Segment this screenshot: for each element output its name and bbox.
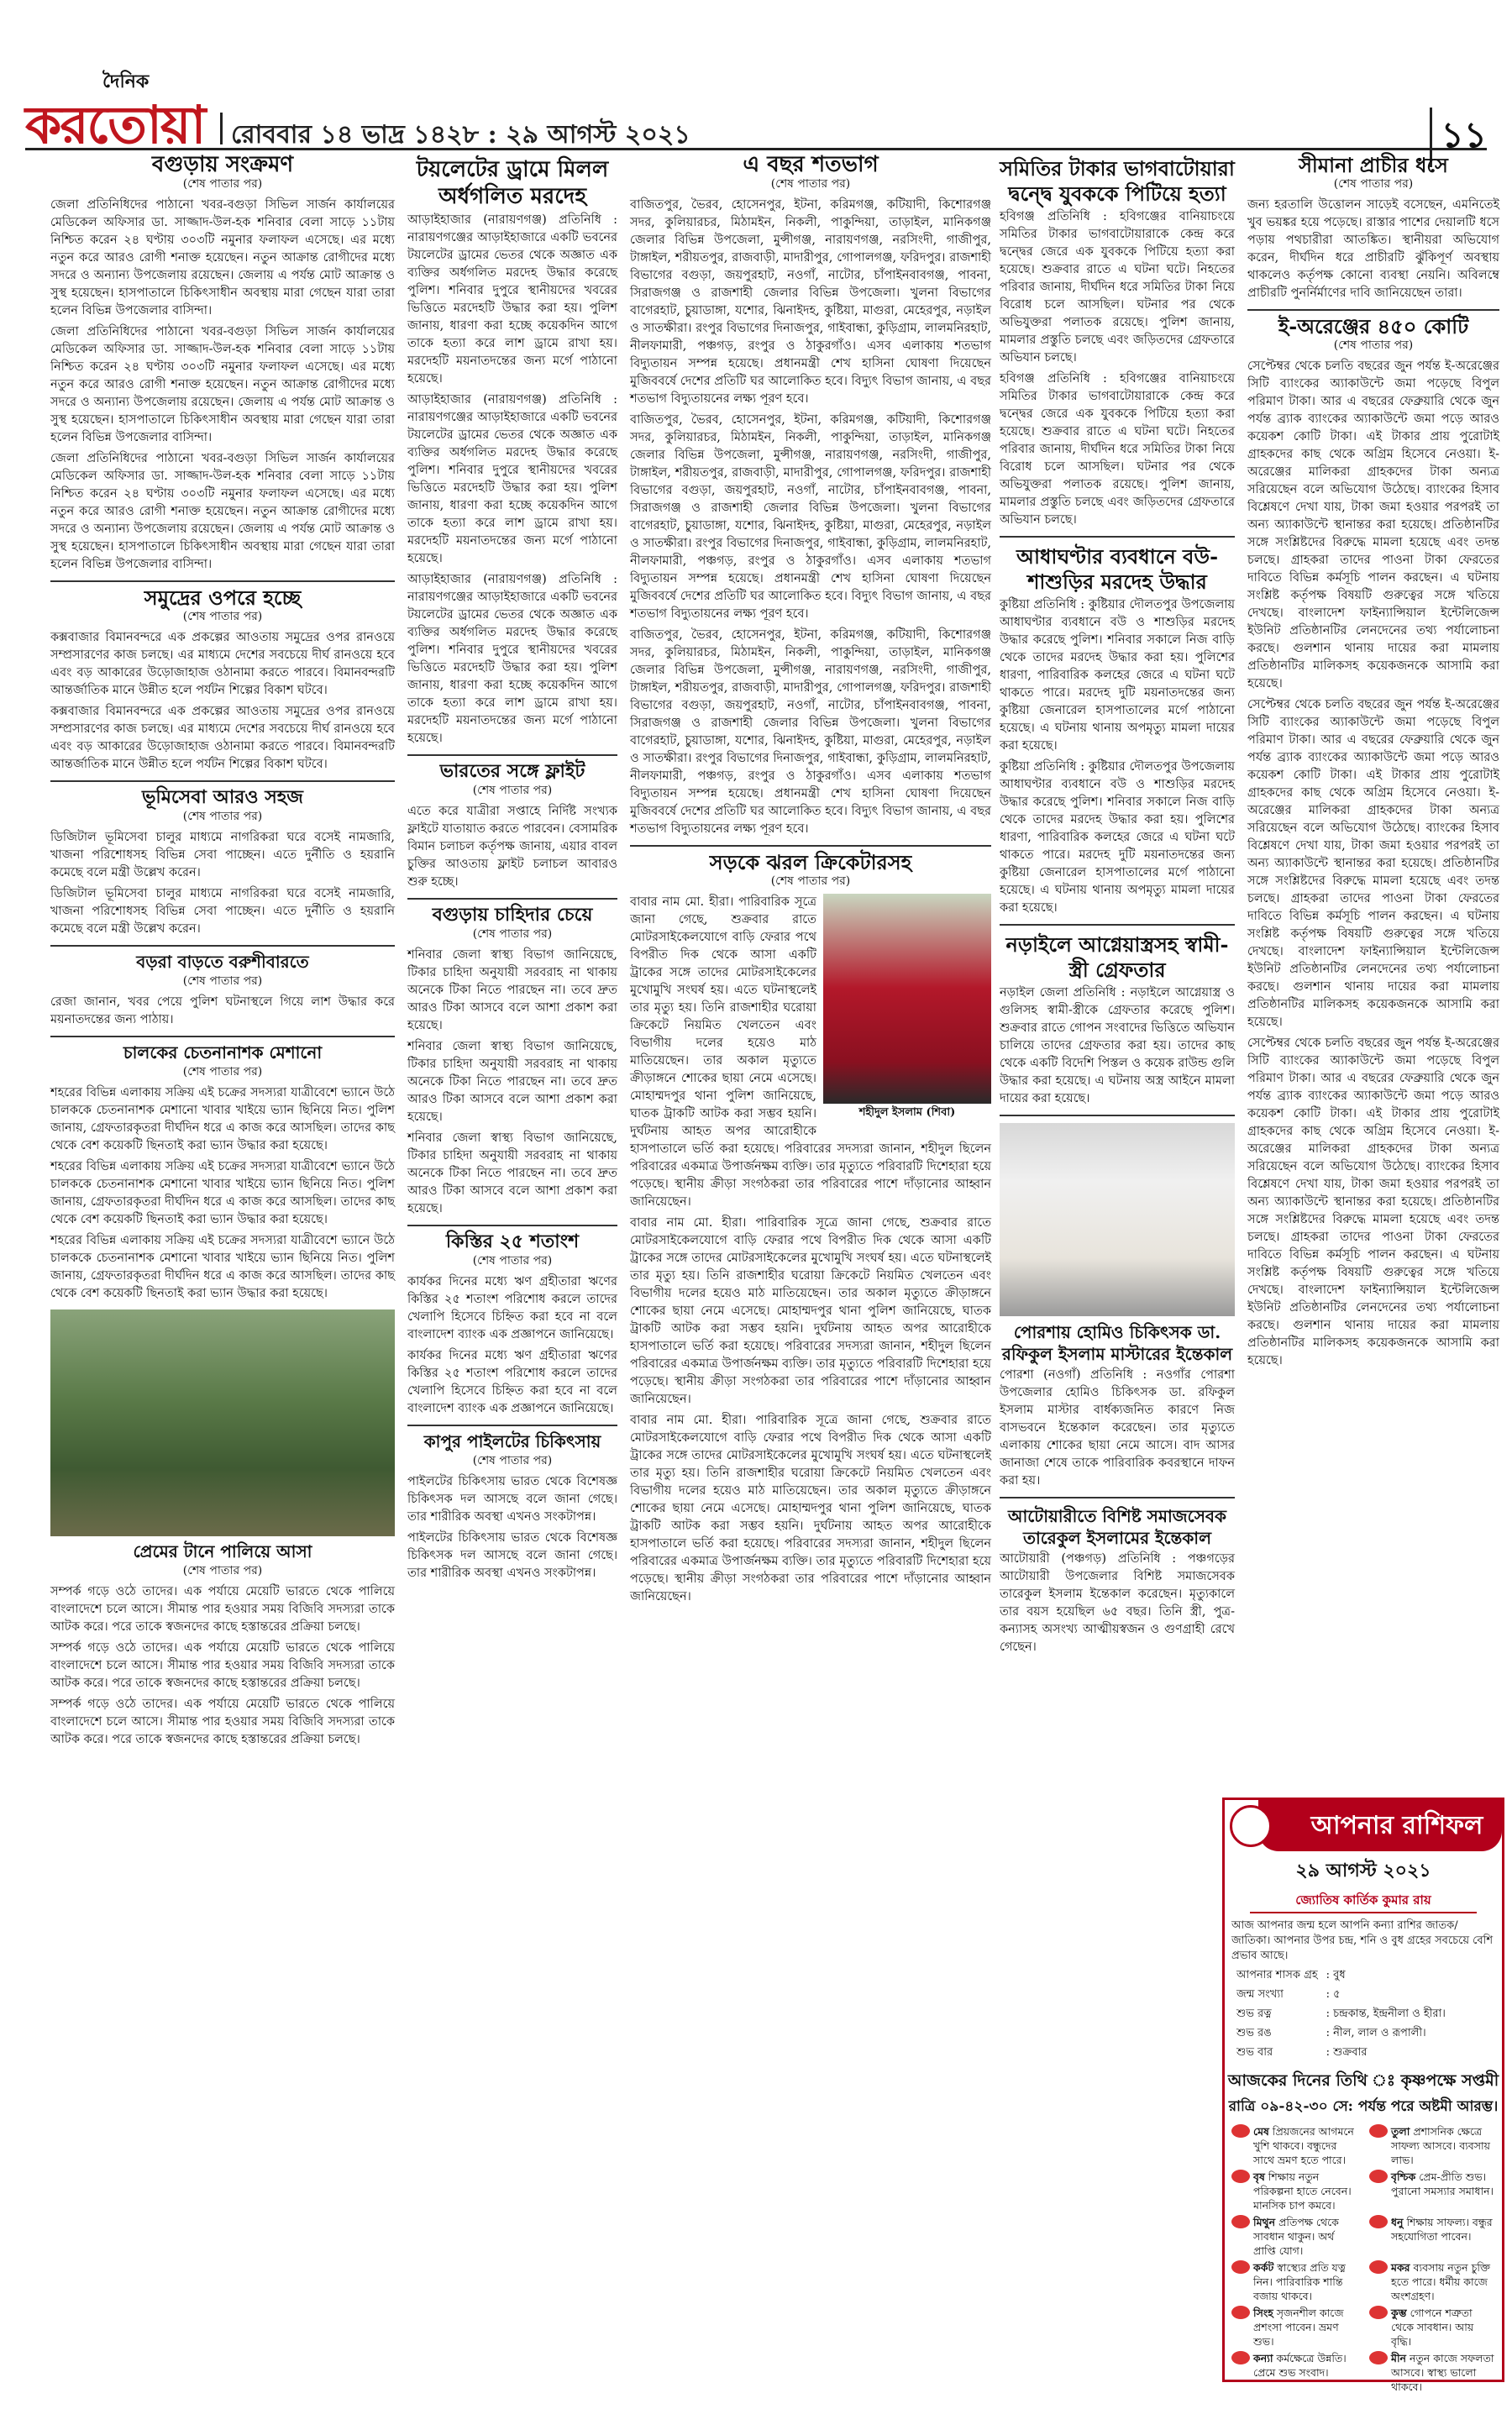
sign-dhanu <box>1369 2215 1495 2258</box>
logo-prefix: দৈনিক <box>102 71 150 92</box>
sign-name: মেষ <box>1253 2125 1269 2138</box>
row-key: শুভ রঙ <box>1236 2027 1272 2039</box>
tithi-line-2: রাত্রি ০৯-৪২-৩০ সে: পর্যন্ত পরে অষ্টমী আরম্ভ। <box>1228 2098 1499 2115</box>
sign-singha <box>1231 2306 1357 2349</box>
sign-brishchik <box>1369 2170 1495 2212</box>
cont-network: (শেষ পাতার পর) <box>182 1065 263 1079</box>
cancer-icon <box>1231 2260 1250 2274</box>
body-bogura-2: জেলা প্রতিনিধিদের পাঠানো খবর-বগুড়া সিভিল সার্জন কার্যালয়ের মেডিকেল অফিসার ডা. সাজ্জাদ-উল-হক শনিবার বেলা সাড়ে ১১টায় নিশ্চিত করেন ২৪ ঘণ্টায় ৩০৩টি নমুনার ফলাফল এসেছে। এর মধ্যে নতুন করে আরও রোগী শনাক্ত হয়েছেন। নতুন আক্রান্ত রোগীদের মধ্যে সদরে ও অন্যান্য উপজেলায় রয়েছেন। জেলায় এ পর্যন্ত মোট আক্রান্ত ও সুস্থ হয়েছেন। হাসপাতালে চিকিৎসাধীন অবস্থায় মারা গেছেন যারা তারা হলেন বিভিন্ন উপজেলার বাসিন্দা। <box>50 325 395 444</box>
body-toilet-3: আড়াইহাজার (নারায়ণগঞ্জ) প্রতিনিধি : নারায়ণগঞ্জের আড়াইহাজারে একটি ভবনের টয়লেটের ড্রামের ভেতর থেকে অজ্ঞাত এক ব্যক্তির অর্ধগলিত মরদেহ উদ্ধার করেছে পুলিশ। শনিবার দুপুরে স্থানীয়দের খবরের ভিত্তিতে মরদেহটি উদ্ধার করা হয়। পুলিশ জানায়, ধারণা করা হচ্ছে কয়েকদিন আগে তাকে হত্যা করে লাশ ড্রামে রাখা হয়। মরদেহটি ময়নাতদন্তের জন্য মর্গে পাঠানো হয়েছে। <box>407 573 617 745</box>
body-obit1: পোরশা (নওগাঁ) প্রতিনিধি : নওগাঁর পোরশা উপজেলার হোমিও চিকিৎসক ডা. রফিকুল ইসলাম মাস্টার বার্ধক্যজনিত কারণে নিজ বাসভবনে ইন্তেকাল করেছেন। তার মৃত্যুতে এলাকায় শোকের ছায়া নেমে আসে। বাদ আসর জানাজা শেষে তাকে পারিবারিক কবরস্থানে দাফন করা হয়। <box>1000 1368 1235 1488</box>
body-demand: শনিবার জেলা স্বাস্থ্য বিভাগ জানিয়েছে, টিকার চাহিদা অনুযায়ী সরবরাহ না থাকায় অনেকে টিকা নিতে পারছেন না। তবে দ্রুত আরও টিকা আসবে বলে আশা প্রকাশ করা হয়েছে। <box>407 948 617 1032</box>
zodiac-wheel-icon <box>1230 1805 1272 1847</box>
body-samity-2: হবিগঞ্জ প্রতিনিধি : হবিগঞ্জের বানিয়াচংয়ে সমিতির টাকার ভাগবাটোয়ারাকে কেন্দ্র করে দ্বন্দ্বের জেরে এক যুবককে পিটিয়ে হত্যা করা হয়েছে। শুক্রবার রাতে এ ঘটনা ঘটে। নিহতের পরিবার জানায়, দীর্ঘদিন ধরে সমিতির টাকা নিয়ে বিরোধ চলে আসছিল। ঘটনার পর থেকে অভিযুক্তরা পলাতক রয়েছে। পুলিশ জানায়, মামলার প্রস্তুতি চলছে এবং জড়িতদের গ্রেফতারে অভিযান চলছে। <box>1000 372 1235 527</box>
row-key: শুভ রত্ন <box>1236 2008 1272 2020</box>
column-4 <box>1000 151 1235 1660</box>
horoscope-date: ২৯ আগস্ট ২০২১ <box>1295 1860 1431 1882</box>
newspaper-page <box>25 0 1499 2430</box>
body-demand-3: শনিবার জেলা স্বাস্থ্য বিভাগ জানিয়েছে, টিকার চাহিদা অনুযায়ী সরবরাহ না থাকায় অনেকে টিকা নিতে পারছেন না। তবে দ্রুত আরও টিকা আসবে বলে আশা প্রকাশ করা হয়েছে। <box>407 1131 617 1215</box>
column-3 <box>630 151 991 1609</box>
body-border: জন্য হরতালি উত্তোলন সাড়েই বসেছেন, এমনিতেই খুব ভয়ঙ্কর হয়ে পড়েছে। রাস্তার পাশের দেয়ালটি ধসে পড়ায় পথচারীরা আতঙ্কিত। স্থানীয়রা অভিযোগ করেন, দীর্ঘদিন ধরে প্রাচীরটি ঝুঁকিপূর্ণ অবস্থায় থাকলেও কর্তৃপক্ষ কোনো ব্যবস্থা নেয়নি। অবিলম্বে প্রাচীরটি পুনর্নির্মাণের দাবি জানিয়েছেন তারা। <box>1247 198 1499 300</box>
horoscope-author: জ্যোতিষ কার্তিক কুমার রায় <box>1250 1891 1477 1913</box>
body-love-2: সম্পর্ক গড়ে ওঠে তাদের। এক পর্যায়ে মেয়েটি ভারতে থেকে পালিয়ে বাংলাদেশে চলে আসে। সীমান্ত পার হওয়ার সময় বিজিবি সদস্যরা তাকে আটক করে। পরে তাকে স্বজনদের কাছে হস্তান্তরের প্রক্রিয়া চলছে। <box>50 1641 395 1690</box>
body-kapur-2: পাইলটের চিকিৎসায় ভারত থেকে বিশেষজ্ঞ চিকিৎসক দল আসছে বলে জানা গেছে। তার শারীরিক অবস্থা এখনও সংকটাপন্ন। <box>407 1531 617 1580</box>
headline-boy: বড়রা বাড়তে বরুশীবারতে <box>136 952 309 972</box>
sign-name: মিথুন <box>1253 2216 1276 2228</box>
cont-boy: (শেষ পাতার পর) <box>182 974 263 988</box>
sign-name: বৃষ <box>1253 2170 1265 2183</box>
headline-ahadgh: আধাঘণ্টার ব্যবধানে বউ-শাশুড়ির মরদেহ উদ্ধার <box>1016 544 1219 594</box>
row-value: : বুধ <box>1326 1969 1346 1981</box>
headline-love: প্রেমের টানে পালিয়ে আসা <box>133 1541 312 1561</box>
body-network-2: শহরের বিভিন্ন এলাকায় সক্রিয় এই চক্রের সদস্যরা যাত্রীবেশে ভ্যানে উঠে চালককে চেতনানাশক মেশানো খাবার খাইয়ে ভ্যান ছিনিয়ে নিত। পুলিশ জানায়, গ্রেফতারকৃতরা দীর্ঘদিন ধরে এ কাজ করে আসছিল। তাদের কাছ থেকে বেশ কয়েকটি ছিনতাই করা ভ্যান উদ্ধার করা হয়েছে। <box>50 1160 395 1226</box>
cont-love: (শেষ পাতার পর) <box>182 1564 263 1577</box>
virgo-icon <box>1231 2351 1250 2364</box>
libra-icon <box>1369 2124 1388 2138</box>
sign-text: শিক্ষায় সাফল্য। বন্ধুর সহযোগিতা পাবেন। <box>1391 2216 1493 2243</box>
body-eorange-2: সেপ্টেম্বর থেকে চলতি বছরের জুন পর্যন্ত ই-অরেঞ্জের সিটি ব্যাংকের অ্যাকাউন্টে জমা পড়েছে বিপুল পরিমাণ টাকা। আর এ বছরের ফেব্রুয়ারি থেকে জুন পর্যন্ত ব্র্যাক ব্যাংকের অ্যাকাউন্টে জমা পড়ে আরও কয়েকশ কোটি টাকা। এই টাকার প্রায় পুরোটাই গ্রাহকদের কাছ থেকে অগ্রিম হিসেবে নেওয়া। ই-অরেঞ্জের মালিকরা গ্রাহকদের টাকা অন্যত্র সরিয়েছেন বলে অভিযোগ উঠেছে। ব্যাংকের হিসাব বিশ্লেষণে দেখা যায়, টাকা জমা হওয়ার পরপরই তা অন্য অ্যাকাউন্টে স্থানান্তর করা হয়েছে। প্রতিষ্ঠানটির সঙ্গে সংশ্লিষ্টদের বিরুদ্ধে মামলা হয়েছে এবং তদন্ত চলছে। গ্রাহকরা তাদের পাওনা টাকা ফেরতের দাবিতে বিভিন্ন কর্মসূচি পালন করছেন। এ ঘটনায় সংশ্লিষ্ট কর্তৃপক্ষ বিষয়টি গুরুত্বের সঙ্গে খতিয়ে দেখছে। বাংলাদেশ ফাইন্যান্সিয়াল ইন্টেলিজেন্স ইউনিট প্রতিষ্ঠানটির লেনদেনের তথ্য পর্যালোচনা করছে। গুলশান থানায় দায়ের করা মামলায় প্রতিষ্ঠানটির মালিকসহ কয়েকজনকে আসামি করা হয়েছে। <box>1247 698 1499 1029</box>
headline-obit2: আটোয়ারীতে বিশিষ্ট সমাজসেবক তারেকুল ইসলামের ইন্তেকাল <box>1007 1506 1227 1548</box>
row-value: : নীল, লাল ও রূপালী। <box>1326 2027 1426 2039</box>
body-ahadgh-2: কুষ্টিয়া প্রতিনিধি : কুষ্টিয়ার দৌলতপুর উপজেলায় আধাঘণ্টার ব্যবধানে বউ ও শাশুড়ির মরদেহ উদ্ধার করেছে পুলিশ। শনিবার সকালে নিজ বাড়ি থেকে তাদের মরদেহ উদ্ধার করা হয়। পুলিশের ধারণা, পারিবারিক কলহের জেরে এ ঘটনা ঘটে থাকতে পারে। মরদেহ দুটি ময়নাতদন্তের জন্য কুষ্টিয়া জেনারেল হাসপাতালের মর্গে পাঠানো হয়েছে। এ ঘটনায় থানায় অপমৃত্যু মামলা দায়ের করা হয়েছে। <box>1000 760 1235 915</box>
body-bogura: জেলা প্রতিনিধিদের পাঠানো খবর-বগুড়া সিভিল সার্জন কার্যালয়ের মেডিকেল অফিসার ডা. সাজ্জাদ-উল-হক শনিবার বেলা সাড়ে ১১টায় নিশ্চিত করেন ২৪ ঘণ্টায় ৩০৩টি নমুনার ফলাফল এসেছে। এর মধ্যে নতুন করে আরও রোগী শনাক্ত হয়েছেন। নতুন আক্রান্ত রোগীদের মধ্যে সদরে ও অন্যান্য উপজেলায় রয়েছেন। জেলায় এ পর্যন্ত মোট আক্রান্ত ও সুস্থ হয়েছেন। হাসপাতালে চিকিৎসাধীন অবস্থায় মারা গেছেন যারা তারা হলেন বিভিন্ন উপজেলার বাসিন্দা। <box>50 198 395 318</box>
row-value: : ৫ <box>1326 1988 1341 2001</box>
headline-sea: সমুদ্রের ওপরে হচ্ছে <box>144 585 302 610</box>
cont-india: (শেষ পাতার পর) <box>472 784 553 797</box>
headline-eorange: ই-অরেঞ্জের ৪৫০ কোটি <box>1278 314 1469 339</box>
sign-name: মীন <box>1391 2352 1406 2364</box>
headline-kapur: কাপুর পাইলটের চিকিৎসায় <box>423 1431 601 1451</box>
headline-bogura: বগুড়ায় সংক্রমণ <box>151 152 294 177</box>
sign-text: স্বাস্থ্যের প্রতি যত্ন নিন। পারিবারিক শান্তি বজায় থাকবে। <box>1253 2261 1346 2302</box>
cont-land: (শেষ পাতার পর) <box>182 810 263 823</box>
body-love-3: সম্পর্ক গড়ে ওঠে তাদের। এক পর্যায়ে মেয়েটি ভারতে থেকে পালিয়ে বাংলাদেশে চলে আসে। সীমান্ত পার হওয়ার সময় বিজিবি সদস্যরা তাকে আটক করে। পরে তাকে স্বজনদের কাছে হস্তান্তরের প্রক্রিয়া চলছে। <box>50 1698 395 1746</box>
headline-narail: নড়াইলে আগ্নেয়াস্ত্রসহ স্বামী-স্ত্রী গ্রেফতার <box>1005 932 1229 982</box>
sign-text: প্রেম-প্রীতি শুভ। পুরানো সমস্যার সমাধান। <box>1391 2170 1494 2197</box>
horoscope-table <box>1231 1966 1451 2064</box>
headline-percent: এ বছর শতভাগ <box>743 152 879 177</box>
sign-karkat <box>1231 2260 1357 2303</box>
sign-name: কর্কট <box>1253 2261 1274 2274</box>
photo-obituary <box>1000 1123 1235 1316</box>
horoscope-intro: আজ আপনার জন্ম হলে আপনি কন্যা রাশির জাতক/জাতিকা। আপনার উপর চন্দ্র, শনি ও বুধ গ্রহের সবচেয়ে বেশি প্রভাব আছে। <box>1231 1919 1494 1962</box>
headline-instal: কিস্তির ২৫ শতাংশ <box>445 1231 580 1252</box>
body-percent: বাজিতপুর, ভৈরব, হোসেনপুর, ইটনা, করিমগঞ্জ, কটিয়াদী, কিশোরগঞ্জ সদর, কুলিয়ারচর, মিঠামইন, নিকলী, পাকুন্দিয়া, তাড়াইল, মানিকগঞ্জ জেলার বিভিন্ন উপজেলা, মুন্সীগঞ্জ, নারায়ণগঞ্জ, নরসিংদী, গাজীপুর, টাঙ্গাইল, শরীয়তপুর, রাজবাড়ী, মাদারীপুর, গোপালগঞ্জ, ফরিদপুর। রাজশাহী বিভাগের বগুড়া, জয়পুরহাট, নওগাঁ, নাটোর, চাঁপাইনবাবগঞ্জ, পাবনা, সিরাজগঞ্জ ও রাজশাহী জেলার বিভিন্ন উপজেলা। খুলনা বিভাগের বাগেরহাট, চুয়াডাঙ্গা, যশোর, ঝিনাইদহ, কুষ্টিয়া, মাগুরা, মেহেরপুর, নড়াইল ও সাতক্ষীরা। রংপুর বিভাগের দিনাজপুর, গাইবান্ধা, কুড়িগ্রাম, লালমনিরহাট, নীলফামারী, পঞ্চগড়, রংপুর ও ঠাকুরগাঁও। এসব এলাকায় শতভাগ বিদ্যুতায়ন সম্পন্ন হয়েছে। প্রধানমন্ত্রী শেখ হাসিনা ঘোষণা দিয়েছেন মুজিববর্ষে দেশের প্রতিটি ঘর আলোকিত হবে। বিদ্যুৎ বিভাগ জানায়, এ বছর শতভাগ বিদ্যুতায়নের লক্ষ্য পূরণ হবে। <box>630 198 991 406</box>
sign-name: বৃশ্চিক <box>1391 2170 1416 2183</box>
body-toilet-2: আড়াইহাজার (নারায়ণগঞ্জ) প্রতিনিধি : নারায়ণগঞ্জের আড়াইহাজারে একটি ভবনের টয়লেটের ড্রামের ভেতর থেকে অজ্ঞাত এক ব্যক্তির অর্ধগলিত মরদেহ উদ্ধার করেছে পুলিশ। শনিবার দুপুরে স্থানীয়দের খবরের ভিত্তিতে মরদেহটি উদ্ধার করা হয়। পুলিশ জানায়, ধারণা করা হচ্ছে কয়েকদিন আগে তাকে হত্যা করে লাশ ড্রামে রাখা হয়। মরদেহটি ময়নাতদন্তের জন্য মর্গে পাঠানো হয়েছে। <box>407 393 617 565</box>
body-land-2: ডিজিটাল ভূমিসেবা চালুর মাধ্যমে নাগরিকরা ঘরে বসেই নামজারি, খাজনা পরিশোধসহ বিভিন্ন সেবা পাচ্ছেন। এতে দুর্নীতি ও হয়রানি কমেছে বলে মন্ত্রী উল্লেখ করেন। <box>50 887 395 936</box>
sign-name: কুম্ভ <box>1391 2307 1407 2319</box>
sign-brisha <box>1231 2170 1357 2212</box>
row-key: আপনার শাসক গ্রহ <box>1236 1969 1318 1981</box>
cont-eorange: (শেষ পাতার পর) <box>1333 339 1414 352</box>
horoscope-title: আপনার রাশিফল <box>1258 1800 1502 1851</box>
leo-icon <box>1231 2306 1250 2319</box>
body-samity: হবিগঞ্জ প্রতিনিধি : হবিগঞ্জের বানিয়াচংয়ে সমিতির টাকার ভাগবাটোয়ারাকে কেন্দ্র করে দ্বন্দ্বের জেরে এক যুবককে পিটিয়ে হত্যা করা হয়েছে। শুক্রবার রাতে এ ঘটনা ঘটে। নিহতের পরিবার জানায়, দীর্ঘদিন ধরে সমিতির টাকা নিয়ে বিরোধ চলে আসছিল। ঘটনার পর থেকে অভিযুক্তরা পলাতক রয়েছে। পুলিশ জানায়, মামলার প্রস্তুতি চলছে এবং জড়িতদের গ্রেফতারে অভিযান চলছে। <box>1000 210 1235 365</box>
page-number: ১১ <box>1430 108 1487 167</box>
column-2 <box>407 151 617 1586</box>
row-value: : চন্দ্রকান্ত, ইন্দ্রনীলা ও হীরা। <box>1326 2008 1446 2020</box>
cont-cricket: (শেষ পাতার পর) <box>770 874 851 888</box>
sign-meen <box>1369 2351 1495 2394</box>
body-india: এতে করে যাত্রীরা সপ্তাহে নির্দিষ্ট সংখ্যক ফ্লাইটে যাতায়াত করতে পারবেন। বেসামরিক বিমান চলাচল কর্তৃপক্ষ জানায়, এয়ার বাবল চুক্তির আওতায় ফ্লাইট চলাচল আবারও শুরু হচ্ছে। <box>407 805 617 889</box>
body-eorange: সেপ্টেম্বর থেকে চলতি বছরের জুন পর্যন্ত ই-অরেঞ্জের সিটি ব্যাংকের অ্যাকাউন্টে জমা পড়েছে বিপুল পরিমাণ টাকা। আর এ বছরের ফেব্রুয়ারি থেকে জুন পর্যন্ত ব্র্যাক ব্যাংকের অ্যাকাউন্টে জমা পড়ে আরও কয়েকশ কোটি টাকা। এই টাকার প্রায় পুরোটাই গ্রাহকদের কাছ থেকে অগ্রিম হিসেবে নেওয়া। ই-অরেঞ্জের মালিকরা গ্রাহকদের টাকা অন্যত্র সরিয়েছেন বলে অভিযোগ উঠেছে। ব্যাংকের হিসাব বিশ্লেষণে দেখা যায়, টাকা জমা হওয়ার পরপরই তা অন্য অ্যাকাউন্টে স্থানান্তর করা হয়েছে। প্রতিষ্ঠানটির সঙ্গে সংশ্লিষ্টদের বিরুদ্ধে মামলা হয়েছে এবং তদন্ত চলছে। গ্রাহকরা তাদের পাওনা টাকা ফেরতের দাবিতে বিভিন্ন কর্মসূচি পালন করছেন। এ ঘটনায় সংশ্লিষ্ট কর্তৃপক্ষ বিষয়টি গুরুত্বের সঙ্গে খতিয়ে দেখছে। বাংলাদেশ ফাইন্যান্সিয়াল ইন্টেলিজেন্স ইউনিট প্রতিষ্ঠানটির লেনদেনের তথ্য পর্যালোচনা করছে। গুলশান থানায় দায়ের করা মামলায় প্রতিষ্ঠানটির মালিকসহ কয়েকজনকে আসামি করা হয়েছে। <box>1247 360 1499 690</box>
sign-text: সৃজনশীল কাজে প্রশংসা পাবেন। ভ্রমণ শুভ। <box>1253 2307 1344 2348</box>
aquarius-icon <box>1369 2306 1388 2319</box>
body-obit2: আটোয়ারী (পঞ্চগড়) প্রতিনিধি : পঞ্চগড়ের আটোয়ারী উপজেলার বিশিষ্ট সমাজসেবক তারেকুল ইসলাম ইন্তেকাল করেছেন। মৃত্যুকালে তার বয়স হয়েছিল ৬৫ বছর। তিনি স্ত্রী, পুত্র-কন্যাসহ অসংখ্য আত্মীয়স্বজন ও গুণগ্রাহী রেখে গেছেন। <box>1000 1552 1235 1654</box>
pisces-icon <box>1369 2351 1388 2364</box>
logo-title: করতোয়া <box>25 94 205 155</box>
zodiac-signs-grid <box>1225 2124 1502 2396</box>
body-cricket: বাবার নাম মো. হীরা। পারিবারিক সূত্রে জানা গেছে, শুক্রবার রাতে মোটরসাইকেলযোগে বাড়ি ফেরার পথে বিপরীত দিক থেকে আসা একটি ট্রাকের সঙ্গে তাদের মোটরসাইকেলের মুখোমুখি সংঘর্ষ হয়। এতে ঘটনাস্থলেই তার মৃত্যু হয়। তিনি রাজশাহীর ঘরোয়া ক্রিকেটে নিয়মিত খেলতেন এবং বিভাগীয় দলের হয়েও মাঠ মাতিয়েছেন। তার অকাল মৃত্যুতে ক্রীড়াঙ্গনে শোকের ছায়া নেমে এসেছে। মোহাম্মদপুর থানা পুলিশ জানিয়েছে, ঘাতক ট্রাকটি আটক করা সম্ভব হয়নি। দুর্ঘটনায় আহত অপর আরোহীকে হাসপাতালে ভর্তি করা হয়েছে। পরিবারের সদস্যরা জানান, শহীদুল ছিলেন পরিবারের একমাত্র উপার্জনক্ষম ব্যক্তি। তার মৃত্যুতে পরিবারটি দিশেহারা হয়ে পড়েছে। স্থানীয় ক্রীড়া সংগঠকরা তার পরিবারের পাশে দাঁড়ানোর আহ্বান জানিয়েছেন। <box>630 895 991 1209</box>
sign-name: মকর <box>1391 2261 1410 2274</box>
sign-text: প্রিয়জনের আগমনে খুশি থাকবে। বন্ধুদের সাথে ভ্রমণ হতে পারে। <box>1253 2125 1354 2166</box>
body-toilet: আড়াইহাজার (নারায়ণগঞ্জ) প্রতিনিধি : নারায়ণগঞ্জের আড়াইহাজারে একটি ভবনের টয়লেটের ড্রামের ভেতর থেকে অজ্ঞাত এক ব্যক্তির অর্ধগলিত মরদেহ উদ্ধার করেছে পুলিশ। শনিবার দুপুরে স্থানীয়দের খবরের ভিত্তিতে মরদেহটি উদ্ধার করা হয়। পুলিশ জানায়, ধারণা করা হচ্ছে কয়েকদিন আগে তাকে হত্যা করে লাশ ড্রামে রাখা হয়। মরদেহটি ময়নাতদন্তের জন্য মর্গে পাঠানো হয়েছে। <box>407 213 617 386</box>
caption-cricketer: শহীদুল ইসলাম (শিবা) <box>858 1106 956 1119</box>
sign-name: সিংহ <box>1253 2307 1273 2319</box>
headline-border: সীমানা প্রাচীর ধসে <box>1299 153 1448 177</box>
sign-name: কন্যা <box>1253 2352 1273 2364</box>
capricorn-icon <box>1369 2260 1388 2274</box>
body-kapur: পাইলটের চিকিৎসায় ভারত থেকে বিশেষজ্ঞ চিকিৎসক দল আসছে বলে জানা গেছে। তার শারীরিক অবস্থা এখনও সংকটাপন্ন। <box>407 1475 617 1524</box>
sign-text: নতুন কাজে সফলতা আসবে। স্বাস্থ্য ভালো থাকবে। <box>1391 2352 1494 2393</box>
body-cricket-3: বাবার নাম মো. হীরা। পারিবারিক সূত্রে জানা গেছে, শুক্রবার রাতে মোটরসাইকেলযোগে বাড়ি ফেরার পথে বিপরীত দিক থেকে আসা একটি ট্রাকের সঙ্গে তাদের মোটরসাইকেলের মুখোমুখি সংঘর্ষ হয়। এতে ঘটনাস্থলেই তার মৃত্যু হয়। তিনি রাজশাহীর ঘরোয়া ক্রিকেটে নিয়মিত খেলতেন এবং বিভাগীয় দলের হয়েও মাঠ মাতিয়েছেন। তার অকাল মৃত্যুতে ক্রীড়াঙ্গনে শোকের ছায়া নেমে এসেছে। মোহাম্মদপুর থানা পুলিশ জানিয়েছে, ঘাতক ট্রাকটি আটক করা সম্ভব হয়নি। দুর্ঘটনায় আহত অপর আরোহীকে হাসপাতালে ভর্তি করা হয়েছে। পরিবারের সদস্যরা জানান, শহীদুল ছিলেন পরিবারের একমাত্র উপার্জনক্ষম ব্যক্তি। তার মৃত্যুতে পরিবারটি দিশেহারা হয়ে পড়েছে। স্থানীয় ক্রীড়া সংগঠকরা তার পরিবারের পাশে দাঁড়ানোর আহ্বান জানিয়েছেন। <box>630 1414 991 1603</box>
body-bogura-3: জেলা প্রতিনিধিদের পাঠানো খবর-বগুড়া সিভিল সার্জন কার্যালয়ের মেডিকেল অফিসার ডা. সাজ্জাদ-উল-হক শনিবার বেলা সাড়ে ১১টায় নিশ্চিত করেন ২৪ ঘণ্টায় ৩০৩টি নমুনার ফলাফল এসেছে। এর মধ্যে নতুন করে আরও রোগী শনাক্ত হয়েছেন। নতুন আক্রান্ত রোগীদের মধ্যে সদরে ও অন্যান্য উপজেলায় রয়েছেন। জেলায় এ পর্যন্ত মোট আক্রান্ত ও সুস্থ হয়েছেন। হাসপাতালে চিকিৎসাধীন অবস্থায় মারা গেছেন যারা তারা হলেন বিভিন্ন উপজেলার বাসিন্দা। <box>50 452 395 571</box>
sign-text: গোপনে শত্রুতা থেকে সাবধান। আয় বৃদ্ধি। <box>1391 2307 1474 2348</box>
cont-bogura: (শেষ পাতার পর) <box>182 177 263 191</box>
row-key: জন্ম সংখ্যা <box>1236 1988 1284 2001</box>
photo-soldiers <box>50 1309 395 1536</box>
tithi-line-1: আজকের দিনের তিথি ঃ কৃষ্ণপক্ষে সপ্তমী <box>1227 2071 1499 2090</box>
headline-samity: সমিতির টাকার ভাগবাটোয়ারা দ্বন্দ্বে যুবককে পিটিয়ে হত্যা <box>1000 156 1235 206</box>
headline-india: ভারতের সঙ্গে ফ্লাইট <box>439 760 585 782</box>
column-1 <box>50 151 395 1752</box>
body-sea-2: কক্সবাজার বিমানবন্দরে এক প্রকল্পের আওতায় সমুদ্রের ওপর রানওয়ে সম্প্রসারণের কাজ চলছে। এর মাধ্যমে দেশের সবচেয়ে দীর্ঘ রানওয়ে হবে এবং বড় আকারের উড়োজাহাজ ওঠানামা করতে পারবে। বিমানবন্দরটি আন্তর্জাতিক মানে উন্নীত হলে পর্যটন শিল্পের বিকাশ ঘটবে। <box>50 705 395 771</box>
cricket-photo-block <box>823 894 991 1121</box>
body-instal-2: কার্যকর দিনের মধ্যে ঋণ গ্রহীতারা ঋণের কিস্তির ২৫ শতাংশ পরিশোধ করলে তাদের খেলাপি হিসেবে চিহ্নিত করা হবে না বলে বাংলাদেশ ব্যাংক এক প্রজ্ঞাপনে জানিয়েছে। <box>407 1349 617 1415</box>
sign-text: প্রতিপক্ষ থেকে সাবধান থাকুন। অর্থ প্রাপ্তি যোগ। <box>1253 2216 1339 2257</box>
body-sea: কক্সবাজার বিমানবন্দরে এক প্রকল্পের আওতায় সমুদ্রের ওপর রানওয়ে সম্প্রসারণের কাজ চলছে। এর মাধ্যমে দেশের সবচেয়ে দীর্ঘ রানওয়ে হবে এবং বড় আকারের উড়োজাহাজ ওঠানামা করতে পারবে। বিমানবন্দরটি আন্তর্জাতিক মানে উন্নীত হলে পর্যটন শিল্পের বিকাশ ঘটবে। <box>50 631 395 697</box>
cont-border: (শেষ পাতার পর) <box>1333 177 1414 191</box>
body-percent-3: বাজিতপুর, ভৈরব, হোসেনপুর, ইটনা, করিমগঞ্জ, কটিয়াদী, কিশোরগঞ্জ সদর, কুলিয়ারচর, মিঠামইন, নিকলী, পাকুন্দিয়া, তাড়াইল, মানিকগঞ্জ জেলার বিভিন্ন উপজেলা, মুন্সীগঞ্জ, নারায়ণগঞ্জ, নরসিংদী, গাজীপুর, টাঙ্গাইল, শরীয়তপুর, রাজবাড়ী, মাদারীপুর, গোপালগঞ্জ, ফরিদপুর। রাজশাহী বিভাগের বগুড়া, জয়পুরহাট, নওগাঁ, নাটোর, চাঁপাইনবাবগঞ্জ, পাবনা, সিরাজগঞ্জ ও রাজশাহী জেলার বিভিন্ন উপজেলা। খুলনা বিভাগের বাগেরহাট, চুয়াডাঙ্গা, যশোর, ঝিনাইদহ, কুষ্টিয়া, মাগুরা, মেহেরপুর, নড়াইল ও সাতক্ষীরা। রংপুর বিভাগের দিনাজপুর, গাইবান্ধা, কুড়িগ্রাম, লালমনিরহাট, নীলফামারী, পঞ্চগড়, রংপুর ও ঠাকুরগাঁও। এসব এলাকায় শতভাগ বিদ্যুতায়ন সম্পন্ন হয়েছে। প্রধানমন্ত্রী শেখ হাসিনা ঘোষণা দিয়েছেন মুজিববর্ষে দেশের প্রতিটি ঘর আলোকিত হবে। বিদ্যুৎ বিভাগ জানায়, এ বছর শতভাগ বিদ্যুতায়নের লক্ষ্য পূরণ হবে। <box>630 628 991 836</box>
sign-makar <box>1369 2260 1495 2303</box>
photo-cricketer <box>823 894 991 1104</box>
issue-date: রোববার ১৪ ভাদ্র ১৪২৮ : ২৯ আগস্ট ২০২১ <box>231 120 690 150</box>
sign-kanya <box>1231 2351 1357 2394</box>
scorpio-icon <box>1369 2170 1388 2183</box>
sign-mithun <box>1231 2215 1357 2258</box>
headline-demand: বগুড়ায় চাহিদার চেয়ে <box>432 904 593 926</box>
sagittarius-icon <box>1369 2215 1388 2228</box>
headline-land: ভূমিসেবা আরও সহজ <box>142 786 303 808</box>
body-love: সম্পর্ক গড়ে ওঠে তাদের। এক পর্যায়ে মেয়েটি ভারতে থেকে পালিয়ে বাংলাদেশে চলে আসে। সীমান্ত পার হওয়ার সময় বিজিবি সদস্যরা তাকে আটক করে। পরে তাকে স্বজনদের কাছে হস্তান্তরের প্রক্রিয়া চলছে। <box>50 1585 395 1634</box>
sign-tula <box>1369 2124 1495 2167</box>
cont-sea: (শেষ পাতার পর) <box>182 610 263 623</box>
body-ahadgh: কুষ্টিয়া প্রতিনিধি : কুষ্টিয়ার দৌলতপুর উপজেলায় আধাঘণ্টার ব্যবধানে বউ ও শাশুড়ির মরদেহ উদ্ধার করেছে পুলিশ। শনিবার সকালে নিজ বাড়ি থেকে তাদের মরদেহ উদ্ধার করা হয়। পুলিশের ধারণা, পারিবারিক কলহের জেরে এ ঘটনা ঘটে থাকতে পারে। মরদেহ দুটি ময়নাতদন্তের জন্য কুষ্টিয়া জেনারেল হাসপাতালের মর্গে পাঠানো হয়েছে। এ ঘটনায় থানায় অপমৃত্যু মামলা দায়ের করা হয়েছে। <box>1000 598 1235 753</box>
sign-name: তুলা <box>1391 2125 1410 2138</box>
caption-obit1: পোরশায় হোমিও চিকিৎসক ডা. রফিকুল ইসলাম মাস্টারের ইন্তেকাল <box>1001 1322 1233 1364</box>
body-network-3: শহরের বিভিন্ন এলাকায় সক্রিয় এই চক্রের সদস্যরা যাত্রীবেশে ভ্যানে উঠে চালককে চেতনানাশক মেশানো খাবার খাইয়ে ভ্যান ছিনিয়ে নিত। পুলিশ জানায়, গ্রেফতারকৃতরা দীর্ঘদিন ধরে এ কাজ করে আসছিল। তাদের কাছ থেকে বেশ কয়েকটি ছিনতাই করা ভ্যান উদ্ধার করা হয়েছে। <box>50 1234 395 1300</box>
row-key: শুভ বার <box>1236 2046 1273 2059</box>
row-value: : শুক্রবার <box>1326 2046 1368 2059</box>
headline-cricket: সড়কে ঝরল ক্রিকেটারসহ <box>709 850 912 874</box>
body-boy: রেজা জানান, খবর পেয়ে পুলিশ ঘটনাস্থলে গিয়ে লাশ উদ্ধার করে ময়নাতদন্তের জন্য পাঠায়। <box>50 995 395 1026</box>
sign-kumbha <box>1369 2306 1495 2349</box>
aries-icon <box>1231 2124 1250 2138</box>
body-percent-2: বাজিতপুর, ভৈরব, হোসেনপুর, ইটনা, করিমগঞ্জ, কটিয়াদী, কিশোরগঞ্জ সদর, কুলিয়ারচর, মিঠামইন, নিকলী, পাকুন্দিয়া, তাড়াইল, মানিকগঞ্জ জেলার বিভিন্ন উপজেলা, মুন্সীগঞ্জ, নারায়ণগঞ্জ, নরসিংদী, গাজীপুর, টাঙ্গাইল, শরীয়তপুর, রাজবাড়ী, মাদারীপুর, গোপালগঞ্জ, ফরিদপুর। রাজশাহী বিভাগের বগুড়া, জয়পুরহাট, নওগাঁ, নাটোর, চাঁপাইনবাবগঞ্জ, পাবনা, সিরাজগঞ্জ ও রাজশাহী জেলার বিভিন্ন উপজেলা। খুলনা বিভাগের বাগেরহাট, চুয়াডাঙ্গা, যশোর, ঝিনাইদহ, কুষ্টিয়া, মাগুরা, মেহেরপুর, নড়াইল ও সাতক্ষীরা। রংপুর বিভাগের দিনাজপুর, গাইবান্ধা, কুড়িগ্রাম, লালমনিরহাট, নীলফামারী, পঞ্চগড়, রংপুর ও ঠাকুরগাঁও। এসব এলাকায় শতভাগ বিদ্যুতায়ন সম্পন্ন হয়েছে। প্রধানমন্ত্রী শেখ হাসিনা ঘোষণা দিয়েছেন মুজিববর্ষে দেশের প্রতিটি ঘর আলোকিত হবে। বিদ্যুৎ বিভাগ জানায়, এ বছর শতভাগ বিদ্যুতায়নের লক্ষ্য পূরণ হবে। <box>630 413 991 621</box>
body-eorange-3: সেপ্টেম্বর থেকে চলতি বছরের জুন পর্যন্ত ই-অরেঞ্জের সিটি ব্যাংকের অ্যাকাউন্টে জমা পড়েছে বিপুল পরিমাণ টাকা। আর এ বছরের ফেব্রুয়ারি থেকে জুন পর্যন্ত ব্র্যাক ব্যাংকের অ্যাকাউন্টে জমা পড়ে আরও কয়েকশ কোটি টাকা। এই টাকার প্রায় পুরোটাই গ্রাহকদের কাছ থেকে অগ্রিম হিসেবে নেওয়া। ই-অরেঞ্জের মালিকরা গ্রাহকদের টাকা অন্যত্র সরিয়েছেন বলে অভিযোগ উঠেছে। ব্যাংকের হিসাব বিশ্লেষণে দেখা যায়, টাকা জমা হওয়ার পরপরই তা অন্য অ্যাকাউন্টে স্থানান্তর করা হয়েছে। প্রতিষ্ঠানটির সঙ্গে সংশ্লিষ্টদের বিরুদ্ধে মামলা হয়েছে এবং তদন্ত চলছে। গ্রাহকরা তাদের পাওনা টাকা ফেরতের দাবিতে বিভিন্ন কর্মসূচি পালন করছেন। এ ঘটনায় সংশ্লিষ্ট কর্তৃপক্ষ বিষয়টি গুরুত্বের সঙ্গে খতিয়ে দেখছে। বাংলাদেশ ফাইন্যান্সিয়াল ইন্টেলিজেন্স ইউনিট প্রতিষ্ঠানটির লেনদেনের তথ্য পর্যালোচনা করছে। গুলশান থানায় দায়ের করা মামলায় প্রতিষ্ঠানটির মালিকসহ কয়েকজনকে আসামি করা হয়েছে। <box>1247 1037 1499 1367</box>
gemini-icon <box>1231 2215 1250 2228</box>
body-narail: নড়াইল জেলা প্রতিনিধি : নড়াইলে আগ্নেয়াস্ত্র ও গুলিসহ স্বামী-স্ত্রীকে গ্রেফতার করেছে পুলিশ। শুক্রবার রাতে গোপন সংবাদের ভিত্তিতে অভিযান চালিয়ে তাদের গ্রেফতার করা হয়। তাদের কাছ থেকে একটি বিদেশি পিস্তল ও কয়েক রাউন্ড গুলি উদ্ধার করা হয়েছে। এ ঘটনায় অস্ত্র আইনে মামলা দায়ের করা হয়েছে। <box>1000 986 1235 1105</box>
cont-demand: (শেষ পাতার পর) <box>472 927 553 941</box>
headline-toilet: টয়লেটের ড্রামে মিলল অর্ধগলিত মরদেহ <box>416 157 609 209</box>
sign-text: শিক্ষায় নতুন পরিকল্পনা হাতে নেবেন। মানসিক চাপ কমবে। <box>1253 2170 1352 2212</box>
cont-instal: (শেষ পাতার পর) <box>472 1254 553 1267</box>
taurus-icon <box>1231 2170 1250 2183</box>
sign-text: কর্মক্ষেত্রে উন্নতি। প্রেমে শুভ সংবাদ। <box>1253 2352 1347 2379</box>
body-land: ডিজিটাল ভূমিসেবা চালুর মাধ্যমে নাগরিকরা ঘরে বসেই নামজারি, খাজনা পরিশোধসহ বিভিন্ন সেবা পাচ্ছেন। এতে দুর্নীতি ও হয়রানি কমেছে বলে মন্ত্রী উল্লেখ করেন। <box>50 831 395 879</box>
sign-name: ধনু <box>1391 2216 1404 2228</box>
body-demand-2: শনিবার জেলা স্বাস্থ্য বিভাগ জানিয়েছে, টিকার চাহিদা অনুযায়ী সরবরাহ না থাকায় অনেকে টিকা নিতে পারছেন না। তবে দ্রুত আরও টিকা আসবে বলে আশা প্রকাশ করা হয়েছে। <box>407 1040 617 1124</box>
sign-text: প্রশাসনিক ক্ষেত্রে সাফল্য আসবে। ব্যবসায় লাভ। <box>1391 2125 1490 2166</box>
sign-mesh <box>1231 2124 1357 2167</box>
body-cricket-2: বাবার নাম মো. হীরা। পারিবারিক সূত্রে জানা গেছে, শুক্রবার রাতে মোটরসাইকেলযোগে বাড়ি ফেরার পথে বিপরীত দিক থেকে আসা একটি ট্রাকের সঙ্গে তাদের মোটরসাইকেলের মুখোমুখি সংঘর্ষ হয়। এতে ঘটনাস্থলেই তার মৃত্যু হয়। তিনি রাজশাহীর ঘরোয়া ক্রিকেটে নিয়মিত খেলতেন এবং বিভাগীয় দলের হয়েও মাঠ মাতিয়েছেন। তার অকাল মৃত্যুতে ক্রীড়াঙ্গনে শোকের ছায়া নেমে এসেছে। মোহাম্মদপুর থানা পুলিশ জানিয়েছে, ঘাতক ট্রাকটি আটক করা সম্ভব হয়নি। দুর্ঘটনায় আহত অপর আরোহীকে হাসপাতালে ভর্তি করা হয়েছে। পরিবারের সদস্যরা জানান, শহীদুল ছিলেন পরিবারের একমাত্র উপার্জনক্ষম ব্যক্তি। তার মৃত্যুতে পরিবারটি দিশেহারা হয়ে পড়েছে। স্থানীয় ক্রীড়া সংগঠকরা তার পরিবারের পাশে দাঁড়ানোর আহ্বান জানিয়েছেন। <box>630 1216 991 1406</box>
masthead-separator <box>220 113 223 144</box>
cont-kapur: (শেষ পাতার পর) <box>472 1454 553 1467</box>
body-instal: কার্যকর দিনের মধ্যে ঋণ গ্রহীতারা ঋণের কিস্তির ২৫ শতাংশ পরিশোধ করলে তাদের খেলাপি হিসেবে চিহ্নিত করা হবে না বলে বাংলাদেশ ব্যাংক এক প্রজ্ঞাপনে জানিয়েছে। <box>407 1275 617 1341</box>
column-5 <box>1247 151 1499 1373</box>
horoscope-box <box>1222 1798 1504 2393</box>
body-network: শহরের বিভিন্ন এলাকায় সক্রিয় এই চক্রের সদস্যরা যাত্রীবেশে ভ্যানে উঠে চালককে চেতনানাশক মেশানো খাবার খাইয়ে ভ্যান ছিনিয়ে নিত। পুলিশ জানায়, গ্রেফতারকৃতরা দীর্ঘদিন ধরে এ কাজ করে আসছিল। তাদের কাছ থেকে বেশ কয়েকটি ছিনতাই করা ভ্যান উদ্ধার করা হয়েছে। <box>50 1086 395 1152</box>
headline-network: চালকের চেতনানাশক মেশানো <box>123 1042 323 1063</box>
cont-percent: (শেষ পাতার পর) <box>770 177 851 191</box>
sign-text: ব্যবসায় নতুন চুক্তি হতে পারে। ধর্মীয় কাজে অংশগ্রহণ। <box>1391 2261 1491 2302</box>
